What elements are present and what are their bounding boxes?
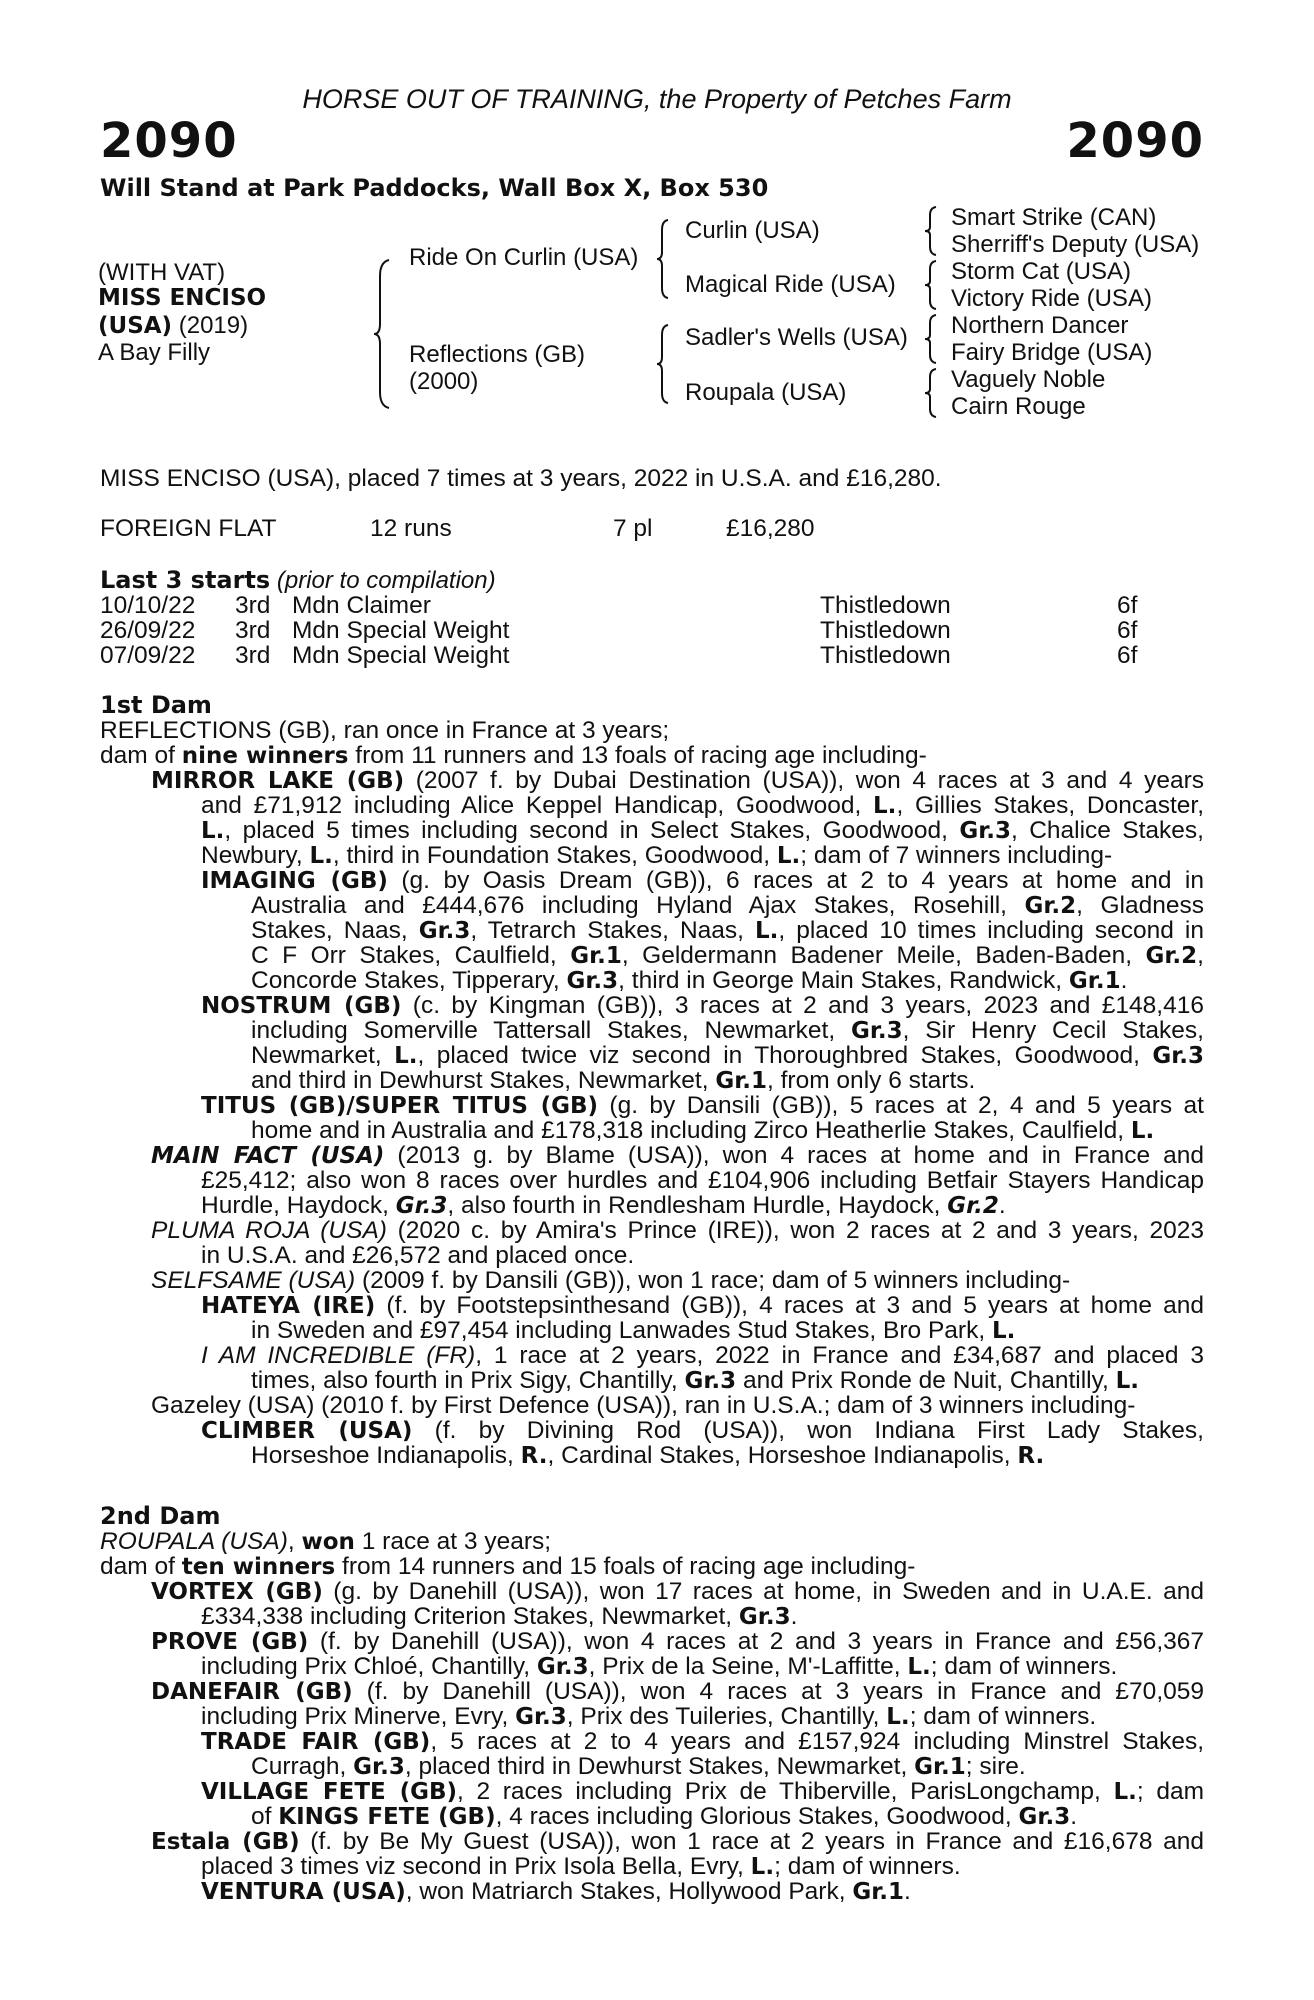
entry-line — [201, 868, 1204, 895]
grade: Gr.3 — [738, 1604, 791, 1630]
text: Australia and £444,676 including Hyland Ajax Stakes, Rosehill, — [251, 892, 1025, 919]
text: from 11 runners and 13 foals of racing age including- — [348, 742, 927, 769]
text: (2007 f. by Dubai Destination (USA)), won 4 races at 3 and 4 years — [404, 767, 1204, 794]
start-race: Mdn Claimer — [292, 592, 431, 619]
second-dam-produce-line — [100, 1554, 915, 1581]
grade: Gr.2 — [1145, 943, 1198, 969]
text: . — [1070, 1803, 1078, 1830]
text: , — [287, 1528, 302, 1555]
text: , placed 10 times including second in — [778, 917, 1204, 944]
pedigree-sdd: Victory Ride (USA) — [951, 285, 1152, 312]
text: (2013 g. by Blame (USA)), won 4 races at home and in France and — [384, 1142, 1204, 1169]
entry-line — [251, 1118, 1204, 1145]
grade: L. — [873, 793, 897, 819]
entry-line — [201, 1654, 1204, 1681]
entry-line — [251, 918, 1204, 945]
horse-name: NOSTRUM (GB) — [201, 993, 402, 1019]
grade: Gr.3 — [395, 1193, 448, 1219]
entry-line — [201, 1729, 1204, 1756]
start-distance: 6f — [1117, 642, 1138, 669]
text: , placed twice viz second in Thoroughbred Stakes, Goodwood, — [417, 1042, 1153, 1069]
pedigree-ss: Curlin (USA) — [685, 217, 820, 244]
first-dam-heading: 1st Dam — [100, 691, 212, 719]
record-label: FOREIGN FLAT — [100, 515, 277, 542]
grade: Gr.3 — [1152, 1043, 1204, 1069]
vat-label: (WITH VAT) — [98, 259, 226, 286]
grade: Gr.3 — [1018, 1804, 1071, 1830]
text: Hurdle, Haydock, — [201, 1192, 396, 1219]
entry-line — [201, 1879, 1204, 1906]
horse-year: (2019) — [172, 312, 249, 339]
entry-line — [201, 843, 1204, 870]
entry-line — [251, 1443, 1204, 1470]
second-dam-heading: 2nd Dam — [100, 1502, 221, 1530]
text: ; dam of winners. — [774, 1853, 961, 1880]
stand-location: Will Stand at Park Paddocks, Wall Box X, Box 530 — [100, 174, 769, 202]
horse-name: KINGS FETE (GB) — [278, 1804, 496, 1830]
entry-line — [201, 1093, 1204, 1120]
text: (f. by Danehill (USA)), won 4 races at 2 and 3 years in France and £56,367 — [308, 1628, 1204, 1655]
grade: Gr.1 — [715, 1068, 768, 1094]
start-distance: 6f — [1117, 617, 1138, 644]
entry-line — [151, 1268, 1204, 1294]
start-course: Thistledown — [820, 617, 951, 644]
pedigree-ssd: Sherriff's Deputy (USA) — [951, 231, 1200, 258]
entry-line — [251, 1068, 1204, 1095]
pedigree-bracket-ds — [924, 313, 938, 365]
horse-name: CLIMBER (USA) — [201, 1418, 413, 1444]
dam-name: ROUPALA (USA) — [100, 1528, 288, 1555]
grade: Gr.3 — [353, 1754, 405, 1780]
pedigree-bracket-dam — [656, 323, 670, 405]
record-runs: 12 runs — [370, 515, 452, 542]
entry-line — [251, 1318, 1204, 1345]
text: (f. by Danehill (USA)), won 4 races at 3 years in France and £70,059 — [352, 1678, 1204, 1705]
horse-name: VILLAGE FETE (GB) — [201, 1779, 458, 1805]
horse-name: VENTURA (USA) — [201, 1879, 406, 1905]
last-starts-note: (prior to compilation) — [270, 567, 496, 594]
grade: L. — [886, 1704, 910, 1730]
horse-name: TRADE FAIR (GB) — [201, 1729, 431, 1755]
text: . — [904, 1878, 911, 1905]
text: , also fourth in Rendlesham Hurdle, Haydock, — [447, 1192, 948, 1219]
entry-line — [251, 968, 1204, 995]
entry-line — [201, 818, 1204, 845]
horse-name: TITUS (GB)/SUPER TITUS (GB) — [201, 1093, 598, 1119]
entry-line — [151, 768, 1204, 795]
text: (2009 f. by Dansili (GB)), won 1 race; dam of 5 winners including- — [355, 1267, 1071, 1294]
text: of — [251, 1803, 279, 1830]
text: , Geldermann Badener Meile, Baden-Baden, — [621, 942, 1146, 969]
grade: L. — [776, 843, 801, 869]
entry-line: in U.S.A. and £26,572 and placed once. — [201, 1242, 635, 1269]
text: Concorde Stakes, Tipperary, — [251, 967, 567, 994]
text: , third in Foundation Stakes, Goodwood, — [332, 842, 777, 869]
entry-line: £25,412; also won 8 races over hurdles and £104,906 including Betfair Stayers Handicap — [201, 1167, 1204, 1194]
text: including Somerville Tattersall Stakes, Newmarket, — [251, 1017, 851, 1044]
grade: L. — [394, 1043, 418, 1069]
entry-line — [251, 943, 1204, 970]
text: won — [301, 1529, 355, 1555]
grade: L. — [1115, 1368, 1140, 1394]
horse-name: MISS ENCISO — [98, 285, 267, 311]
pedigree-ds: Sadler's Wells (USA) — [685, 324, 908, 351]
grade: Gr.1 — [570, 943, 622, 969]
lot-number-left: 2090 — [100, 113, 238, 169]
pedigree-dam-year: (2000) — [409, 368, 479, 395]
grade: Gr.1 — [1068, 968, 1121, 994]
text: C F Orr Stakes, Caulfield, — [251, 942, 571, 969]
text: (g. by Oasis Dream (GB)), 6 races at 2 to 4 years at home and in — [387, 867, 1204, 894]
entry-line — [201, 993, 1204, 1020]
text: in Sweden and £97,454 including Lanwades Stud Stakes, Bro Park, — [251, 1317, 992, 1344]
horse-name: DANEFAIR (GB) — [151, 1679, 353, 1705]
text: , Gladness — [1076, 892, 1204, 919]
entry-line — [251, 1804, 1204, 1831]
text: including Prix Chloé, Chantilly, — [201, 1653, 537, 1680]
horse-country: (USA) — [98, 313, 173, 339]
pedigree-dam: Reflections (GB) — [409, 341, 586, 368]
entry-line — [151, 1218, 1204, 1244]
text: placed 3 times viz second in Prix Isola Bella, Evry, — [201, 1853, 751, 1880]
pedigree-bracket-sd — [924, 259, 938, 311]
winners-count: ten winners — [181, 1554, 336, 1580]
winners-count: nine winners — [181, 743, 349, 769]
text: and third in Dewhurst Stakes, Newmarket, — [251, 1067, 716, 1094]
pedigree-dds: Vaguely Noble — [951, 366, 1106, 393]
text: and £71,912 including Alice Keppel Handicap, Goodwood, — [201, 792, 874, 819]
text: and Prix Ronde de Nuit, Chantilly, — [736, 1367, 1116, 1394]
text: (f. by Footstepsinthesand (GB)), 4 races at 3 and 5 years at home and — [375, 1292, 1204, 1319]
grade: L. — [1113, 1779, 1137, 1805]
text: , third in George Main Stakes, Randwick, — [618, 967, 1069, 994]
text: , Chalice Stakes, — [1011, 817, 1204, 844]
start-race: Mdn Special Weight — [292, 617, 510, 644]
first-dam-produce-line — [100, 743, 927, 770]
horse-name: SELFSAME (USA) — [151, 1267, 356, 1294]
text: , won Matriarch Stakes, Hollywood Park, — [405, 1878, 853, 1905]
text: (c. by Kingman (GB)), 3 races at 2 and 3 years, 2023 and £148,416 — [401, 992, 1204, 1019]
text: . — [1120, 967, 1128, 994]
text: home and in Australia and £178,318 including Zirco Heatherlie Stakes, Caulfield, — [251, 1117, 1131, 1144]
text: ; dam of 7 winners including- — [800, 842, 1113, 869]
horse-name: HATEYA (IRE) — [201, 1293, 376, 1319]
text: , placed 5 times including second in Select Stakes, Goodwood, — [224, 817, 960, 844]
pedigree-sds: Storm Cat (USA) — [951, 258, 1132, 285]
last-starts-heading — [100, 566, 496, 595]
text: Horseshoe Indianapolis, — [251, 1442, 521, 1469]
grade: Gr.3 — [850, 1018, 903, 1044]
text: , 4 races including Glorious Stakes, Goodwood, — [495, 1803, 1019, 1830]
text: including Prix Minerve, Evry, — [201, 1703, 516, 1730]
text: , Sir Henry Cecil Stakes, — [902, 1017, 1204, 1044]
text: 1 race at 3 years; — [354, 1528, 552, 1555]
text: Stakes, Naas, — [251, 917, 419, 944]
grade: R. — [1017, 1443, 1045, 1469]
text: times, also fourth in Prix Sigy, Chantilly, — [251, 1367, 685, 1394]
text: . — [998, 1192, 1006, 1219]
text: , placed third in Dewhurst Stakes, Newmarket, — [404, 1753, 915, 1780]
entry-line — [251, 1018, 1204, 1045]
horse-name: VORTEX (GB) — [151, 1579, 323, 1605]
grade: L. — [991, 1318, 1016, 1344]
first-dam-line: REFLECTIONS (GB), ran once in France at 3 years; — [100, 717, 670, 744]
race-summary: MISS ENCISO (USA), placed 7 times at 3 years, 2022 in U.S.A. and £16,280. — [100, 465, 942, 492]
last-starts-title: Last 3 starts — [100, 566, 271, 594]
text: , 2 races including Prix de Thiberville, ParisLongchamp, — [457, 1778, 1114, 1805]
text: , 5 races at 2 to 4 years and £157,924 including Minstrel Stakes, — [430, 1728, 1205, 1755]
start-position: 3rd — [235, 617, 271, 644]
horse-origin — [98, 312, 248, 340]
grade: Gr.3 — [536, 1654, 589, 1680]
entry-line — [251, 893, 1204, 920]
text: , Tetrarch Stakes, Naas, — [470, 917, 755, 944]
start-race: Mdn Special Weight — [292, 642, 510, 669]
second-dam-line — [100, 1529, 551, 1556]
text: dam of — [100, 1553, 182, 1580]
grade: Gr.2 — [947, 1193, 999, 1219]
horse-name: PROVE (GB) — [151, 1629, 309, 1655]
entry-line — [201, 1193, 1204, 1220]
record-money: £16,280 — [726, 515, 815, 542]
text: (f. by Divining Rod (USA)), won Indiana First Lady Stakes, — [412, 1417, 1204, 1444]
lot-number-right: 2090 — [1066, 113, 1204, 169]
entry-line — [201, 793, 1204, 820]
grade: Gr.2 — [1024, 893, 1077, 919]
record-placed: 7 pl — [613, 515, 653, 542]
text: , — [1197, 942, 1204, 969]
start-position: 3rd — [235, 592, 271, 619]
text: , Gillies Stakes, Doncaster, — [896, 792, 1205, 819]
start-course: Thistledown — [820, 642, 951, 669]
entry-line — [151, 1679, 1204, 1706]
grade: R. — [520, 1443, 548, 1469]
text: dam of — [100, 742, 182, 769]
grade: L. — [1130, 1118, 1155, 1144]
entry-line — [251, 1368, 1204, 1395]
entry-line — [151, 1579, 1204, 1606]
pedigree-bracket-dd — [924, 367, 938, 419]
horse-name: Estala (GB) — [151, 1829, 300, 1855]
start-distance: 6f — [1117, 592, 1138, 619]
grade: Gr.3 — [566, 968, 619, 994]
horse-name: MAIN FACT (USA) — [151, 1143, 385, 1169]
grade: L. — [201, 818, 225, 844]
text: (g. by Danehill (USA)), won 17 races at home, in Sweden and in U.A.E. and — [322, 1578, 1204, 1605]
grade: L. — [750, 1854, 775, 1880]
horse-name: PLUMA ROJA (USA) — [151, 1217, 387, 1244]
text: (g. by Dansili (GB)), 5 races at 2, 4 and 5 years at — [598, 1092, 1204, 1119]
pedigree-dsd: Fairy Bridge (USA) — [951, 339, 1153, 366]
pedigree-bracket-main — [372, 258, 392, 410]
start-date: 07/09/22 — [100, 642, 196, 669]
text: ; dam of winners. — [930, 1653, 1118, 1680]
horse-name: I AM INCREDIBLE (FR) — [201, 1342, 476, 1369]
entry-line — [251, 1754, 1204, 1781]
text: (f. by Be My Guest (USA)), won 1 race at 2 years in France and £16,678 and — [299, 1828, 1204, 1855]
entry-line — [251, 1043, 1204, 1070]
text: . — [790, 1603, 798, 1630]
grade: L. — [309, 843, 333, 869]
text: , Prix de la Seine, M'-Laffitte, — [588, 1653, 908, 1680]
text: ; sire. — [965, 1753, 1026, 1780]
entry-line — [151, 1829, 1204, 1856]
grade: L. — [907, 1654, 931, 1680]
pedigree-dss: Northern Dancer — [951, 312, 1129, 339]
pedigree-sire: Ride On Curlin (USA) — [409, 244, 639, 271]
entry-line — [201, 1418, 1204, 1445]
grade: Gr.1 — [852, 1879, 905, 1905]
text: , 1 race at 2 years, 2022 in France and £34,687 and placed 3 — [475, 1342, 1204, 1369]
pedigree-bracket-ss — [924, 205, 938, 257]
start-date: 26/09/22 — [100, 617, 196, 644]
grade: Gr.1 — [914, 1754, 966, 1780]
pedigree-ddd: Cairn Rouge — [951, 393, 1086, 420]
entry-line — [201, 1779, 1204, 1806]
text: , from only 6 starts. — [767, 1067, 976, 1094]
entry-line — [151, 1143, 1204, 1170]
horse-description: A Bay Filly — [98, 339, 211, 366]
entry-line — [201, 1604, 1204, 1631]
entry-line — [151, 1629, 1204, 1656]
page-header: HORSE OUT OF TRAINING, the Property of Petches Farm — [302, 84, 1012, 114]
text: ; dam of winners. — [909, 1703, 1097, 1730]
entry-line — [201, 1854, 1204, 1881]
text: Curragh, — [251, 1753, 354, 1780]
pedigree-sss: Smart Strike (CAN) — [951, 204, 1157, 231]
entry-line — [201, 1293, 1204, 1320]
horse-name: IMAGING (GB) — [201, 868, 388, 894]
pedigree-dd: Roupala (USA) — [685, 379, 847, 406]
start-date: 10/10/22 — [100, 592, 196, 619]
entry-line — [201, 1704, 1204, 1731]
pedigree-sd: Magical Ride (USA) — [685, 271, 896, 298]
start-course: Thistledown — [820, 592, 951, 619]
entry-line: Gazeley (USA) (2010 f. by First Defence (USA)), ran in U.S.A.; dam of 3 winners including- — [151, 1392, 1136, 1419]
horse-name: MIRROR LAKE (GB) — [151, 768, 405, 794]
text: Newmarket, — [251, 1042, 395, 1069]
entry-line — [201, 1343, 1204, 1369]
grade: Gr.3 — [515, 1704, 567, 1730]
start-position: 3rd — [235, 642, 271, 669]
text: from 14 runners and 15 foals of racing age including- — [335, 1553, 916, 1580]
grade: Gr.3 — [684, 1368, 737, 1394]
text: £334,338 including Criterion Stakes, Newmarket, — [201, 1603, 739, 1630]
grade: L. — [755, 918, 779, 944]
text: , Cardinal Stakes, Horseshoe Indianapolis, — [547, 1442, 1018, 1469]
text: Newbury, — [201, 842, 310, 869]
text: , Prix des Tuileries, Chantilly, — [566, 1703, 887, 1730]
text: ; dam — [1136, 1778, 1204, 1805]
grade: Gr.3 — [418, 918, 471, 944]
text: (2020 c. by Amira's Prince (IRE)), won 2 races at 2 and 3 years, 2023 — [386, 1217, 1204, 1244]
pedigree-bracket-sire — [656, 218, 670, 300]
grade: Gr.3 — [959, 818, 1011, 844]
